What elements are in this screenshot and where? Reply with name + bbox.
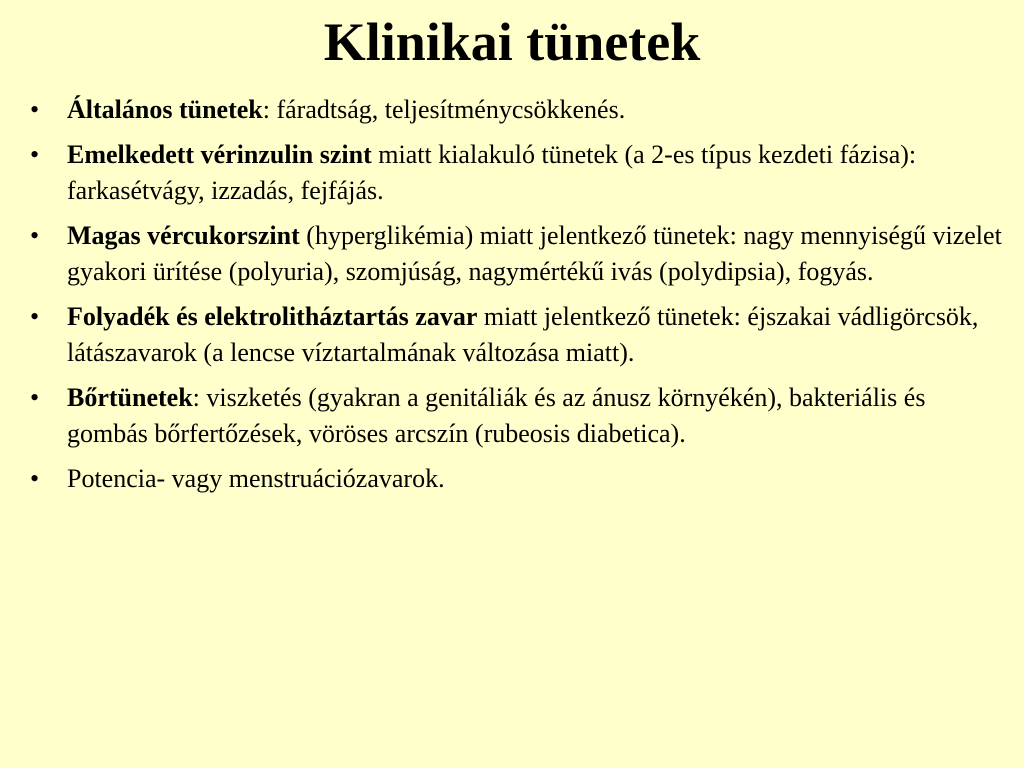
bullet-item-electrolyte-symptoms <box>30 299 1010 371</box>
bullet-text: Potencia- vagy menstruációzavarok. <box>67 464 445 493</box>
bullet-bold-text: Bőrtünetek <box>67 383 193 412</box>
bullet-item-insulin-symptoms <box>30 137 1010 209</box>
bullet-text: : fáradtság, teljesítménycsökkenés. <box>262 95 626 124</box>
bullet-icon: • <box>30 464 40 493</box>
bullet-text: miatt jelentkező tünetek: éjszakai vádligörcsök, látászavarok (a lencse víztartalmának változása miatt). <box>67 302 979 367</box>
bullet-icon: • <box>30 140 40 169</box>
bullet-text: : viszketés (gyakran a genitáliák és az ánusz környékén), bakteriális és gombás bőrfertőzések, vöröses arcszín (rubeosis diabetica). <box>67 383 926 448</box>
bullet-bold-text: Általános tünetek <box>67 95 263 124</box>
bullet-icon: • <box>30 383 40 412</box>
bullet-item-skin-symptoms <box>30 380 1010 452</box>
bullet-bold-text: Emelkedett vérinzulin szint <box>67 140 372 169</box>
bullet-text: (hyperglikémia) miatt jelentkező tünetek: nagy mennyiségű vizelet gyakori ürítése (polyuria), szomjúság, nagymértékű ivás (polydipsia), fogyás. <box>67 221 1002 286</box>
bullet-item-hyperglycemia-symptoms <box>30 218 1010 290</box>
bullet-list <box>30 92 1010 506</box>
bullet-bold-text: Folyadék és elektrolitháztartás zavar <box>67 302 478 331</box>
bullet-bold-text: Magas vércukorszint <box>67 221 300 250</box>
bullet-item-potency-disorders <box>30 461 1010 497</box>
bullet-icon: • <box>30 221 40 250</box>
bullet-icon: • <box>30 95 40 124</box>
bullet-text: miatt kialakuló tünetek (a 2-es típus kezdeti fázisa): farkasétvágy, izzadás, fejfájás. <box>67 140 917 205</box>
bullet-icon: • <box>30 302 40 331</box>
slide-title: Klinikai tünetek <box>323 12 701 72</box>
bullet-item-general-symptoms <box>30 92 1010 128</box>
